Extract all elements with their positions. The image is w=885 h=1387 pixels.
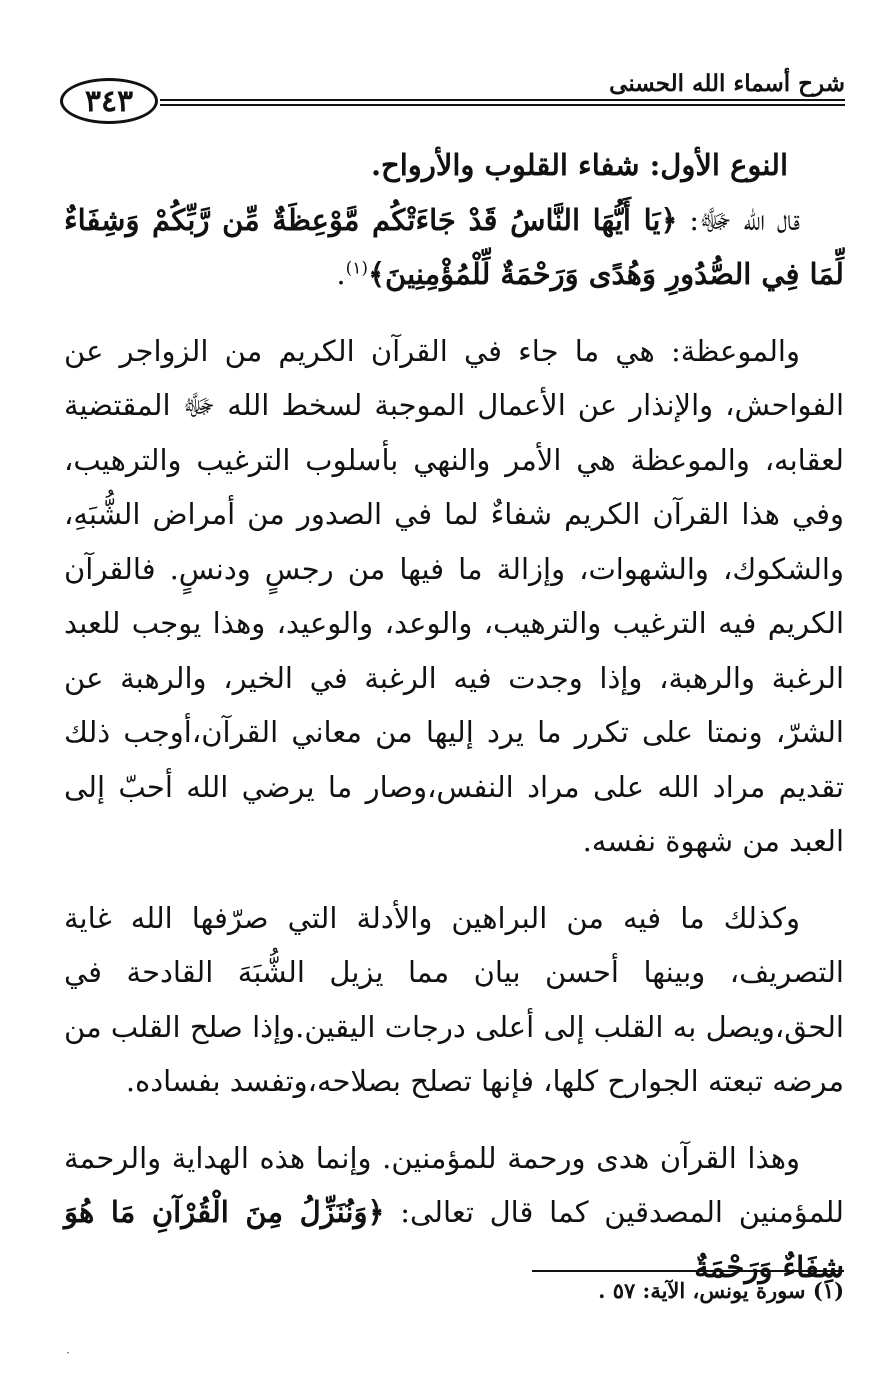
paragraph-text: وهذا القرآن هدى ورحمة للمؤمنين. وإنما هذه الهداية والرحمة للمؤمنين المصدقين كما قال تعالى:	[64, 1140, 844, 1229]
quran-verse: ﴿يَا أَيُّهَا النَّاسُ قَدْ جَاءَتْكُم مَّوْعِظَةٌ مِّن رَّبِّكُمْ وَشِفَاءٌ لِّمَا فِي الصُّدُورِ وَهُدًى وَرَحْمَةٌ لِّلْمُؤْمِنِينَ﴾	[64, 202, 844, 291]
paragraph-verse	[64, 193, 844, 302]
page-number: ٣٤٣	[60, 78, 158, 124]
book-title: شرح أسماء الله الحسنى	[609, 70, 845, 97]
page-content	[64, 138, 844, 1316]
paragraph-barahin: وكذلك ما فيه من البراهين والأدلة التي صرّفها الله غاية التصريف، وبينها أحسن بيان مما يزيل الشُّبَهَ القادحة في الحق،ويصل به القلب إلى أعلى درجات اليقين.وإذا صلح القلب من مرضه تبعته الجوارح كلها، فإنها تصلح بصلاحه،وتفسد بفساده.	[64, 900, 844, 1098]
page-header	[60, 68, 845, 138]
footnote: (١) سورة يونس، الآية: ٥٧ .	[598, 1278, 844, 1303]
footnote-reference: (١)	[345, 258, 369, 279]
paragraph-mawizah: والموعظة: هي ما جاء في القرآن الكريم من الزواجر عن الفواحش، والإنذار عن الأعمال الموجبة لسخط الله ﷻ المقتضية لعقابه، والموعظة هي الأمر والنهي بأسلوب الترغيب والترهيب، وفي هذا القرآن الكريم شفاءٌ لما في الصدور من أمراض الشُّبَهِ، والشكوك، والشهوات، وإزالة ما فيها من رجسٍ ودنسٍ. فالقرآن الكريم فيه الترغيب والترهيب، والوعد، والوعيد، وهذا يوجب للعبد الرغبة والرهبة، وإذا وجدت فيه الرغبة في الخير، والرهبة عن الشرّ، ونمتا على تكرر ما يرد إليها من معاني القرآن،أوجب ذلك تقديم مراد الله على مراد النفس،وصار ما يرضي الله أحبّ إلى العبد من شهوة نفسه.	[64, 333, 844, 858]
verse-end: .	[336, 257, 346, 291]
header-rule	[160, 104, 845, 106]
footnote-rule	[532, 1270, 844, 1272]
print-speck: ·	[66, 1346, 70, 1360]
header-rule	[160, 99, 845, 101]
verse-intro: قال الله ﷻ:	[677, 202, 800, 237]
section-title: النوع الأول: شفاء القلوب والأرواح.	[370, 148, 788, 182]
quran-verse: ﴿وَنُنَزِّلُ مِنَ الْقُرْآنِ مَا هُوَ شِفَاءٌ وَرَحْمَةٌ	[64, 1195, 844, 1284]
